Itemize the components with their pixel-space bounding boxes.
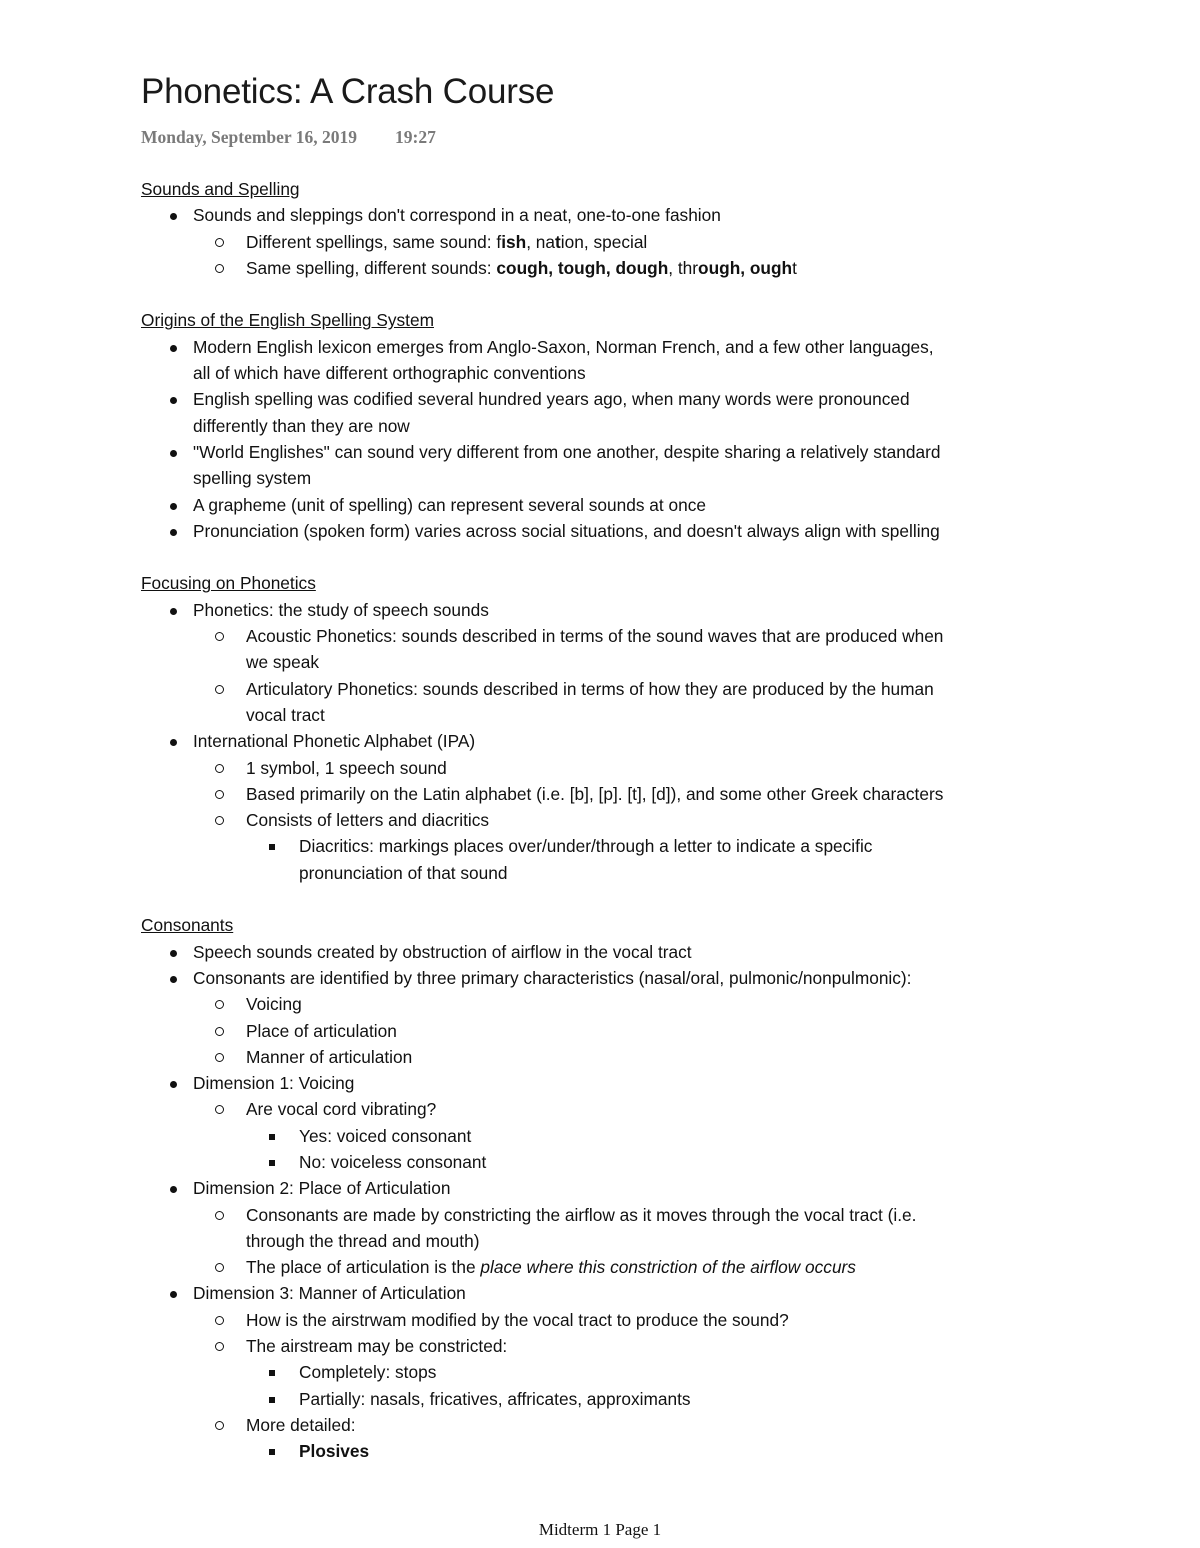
bullet-circle-icon	[215, 1316, 224, 1325]
bullet-circle-icon	[215, 1053, 224, 1062]
list-item-continued: all of which have different orthographic conventions	[193, 363, 586, 384]
bullet-disc-icon	[170, 739, 177, 746]
bullet-square-icon	[269, 1160, 275, 1166]
list-item: Voicing	[141, 991, 1081, 1017]
bullet-circle-icon	[215, 685, 224, 694]
list-item: International Phonetic Alphabet (IPA)	[141, 728, 1081, 754]
section-focusing-on-phonetics	[141, 570, 1081, 886]
list-item: "World Englishes" can sound very different from one another, despite sharing a relatively standard	[141, 439, 1081, 465]
list-item: Consonants are made by constricting the airflow as it moves through the vocal tract (i.e.	[141, 1202, 1081, 1228]
list-item-continued: spelling system	[193, 468, 312, 489]
list-item-continued: through the thread and mouth)	[246, 1230, 480, 1251]
note-time: 19:27	[395, 127, 436, 147]
list-item: English spelling was codified several hundred years ago, when many words were pronounced	[141, 386, 1081, 412]
bullet-disc-icon	[170, 397, 177, 404]
bullet-circle-icon	[215, 632, 224, 641]
note-date: Monday, September 16, 2019	[141, 127, 357, 147]
list-item-continued: vocal tract	[246, 704, 325, 725]
page-footer: Midterm 1 Page 1	[538, 1520, 662, 1539]
section-origins	[141, 307, 1081, 544]
note-timestamp	[141, 127, 436, 148]
list-item: Dimension 1: Voicing	[141, 1070, 1081, 1096]
list-item-continued: pronunciation of that sound	[299, 862, 508, 883]
bullet-disc-icon	[170, 976, 177, 983]
list-item-continued: we speak	[246, 652, 320, 673]
bullet-circle-icon	[215, 1342, 224, 1351]
bullet-disc-icon	[170, 213, 177, 220]
list-item: The airstream may be constricted:	[141, 1333, 1081, 1359]
section-heading: Focusing on Phonetics	[141, 573, 316, 594]
list-item-continued: differently than they are now	[193, 415, 410, 436]
bullet-disc-icon	[170, 450, 177, 457]
list-item: More detailed:	[141, 1412, 1081, 1438]
page-title: Phonetics: A Crash Course	[141, 72, 555, 111]
bullet-circle-icon	[215, 1000, 224, 1009]
list-item: Same spelling, different sounds: cough, tough, dough, through, ought	[141, 255, 1081, 281]
bullet-disc-icon	[170, 608, 177, 615]
section-heading: Consonants	[141, 915, 234, 936]
bullet-square-icon	[269, 1449, 275, 1455]
bullet-square-icon	[269, 1397, 275, 1403]
bullet-circle-icon	[215, 1421, 224, 1430]
bullet-circle-icon	[215, 790, 224, 799]
list-item: Articulatory Phonetics: sounds described in terms of how they are produced by the human	[141, 676, 1081, 702]
list-item: No: voiceless consonant	[141, 1149, 1081, 1175]
section-consonants	[141, 912, 1081, 1464]
bullet-circle-icon	[215, 1211, 224, 1220]
list-item: Based primarily on the Latin alphabet (i.e. [b], [p]. [t], [d]), and some other Greek characters	[141, 781, 1081, 807]
list-item: Acoustic Phonetics: sounds described in terms of the sound waves that are produced when	[141, 623, 1081, 649]
bullet-circle-icon	[215, 764, 224, 773]
list-item: Are vocal cord vibrating?	[141, 1096, 1081, 1122]
list-item: Different spellings, same sound: fish, nation, special	[141, 229, 1081, 255]
list-item: Speech sounds created by obstruction of airflow in the vocal tract	[141, 939, 1081, 965]
list-item: Completely: stops	[141, 1359, 1081, 1385]
bullet-circle-icon	[215, 1027, 224, 1036]
bullet-circle-icon	[215, 238, 224, 247]
list-item: 1 symbol, 1 speech sound	[141, 755, 1081, 781]
list-item: How is the airstrwam modified by the vocal tract to produce the sound?	[141, 1307, 1081, 1333]
list-item: Phonetics: the study of speech sounds	[141, 597, 1081, 623]
note-body	[141, 176, 1081, 1491]
list-item: Dimension 2: Place of Articulation	[141, 1175, 1081, 1201]
bullet-circle-icon	[215, 1263, 224, 1272]
bullet-square-icon	[269, 1370, 275, 1376]
bullet-disc-icon	[170, 950, 177, 957]
list-item: Consists of letters and diacritics	[141, 807, 1081, 833]
list-item: Diacritics: markings places over/under/through a letter to indicate a specific	[141, 833, 1081, 859]
list-item: Dimension 3: Manner of Articulation	[141, 1280, 1081, 1306]
list-item: Yes: voiced consonant	[141, 1123, 1081, 1149]
bullet-disc-icon	[170, 529, 177, 536]
bullet-square-icon	[269, 844, 275, 850]
list-item: Consonants are identified by three primary characteristics (nasal/oral, pulmonic/nonpulmonic):	[141, 965, 1081, 991]
list-item: Modern English lexicon emerges from Anglo-Saxon, Norman French, and a few other languages,	[141, 334, 1081, 360]
list-item: Sounds and sleppings don't correspond in a neat, one-to-one fashion	[141, 202, 1081, 228]
bullet-square-icon	[269, 1134, 275, 1140]
bullet-circle-icon	[215, 264, 224, 273]
list-item: The place of articulation is the place where this constriction of the airflow occurs	[141, 1254, 1081, 1280]
bullet-disc-icon	[170, 1291, 177, 1298]
section-heading: Origins of the English Spelling System	[141, 310, 434, 331]
list-item: Partially: nasals, fricatives, affricates, approximants	[141, 1386, 1081, 1412]
section-sounds-and-spelling	[141, 176, 1081, 281]
bullet-disc-icon	[170, 345, 177, 352]
list-item: A grapheme (unit of spelling) can represent several sounds at once	[141, 492, 1081, 518]
bullet-circle-icon	[215, 816, 224, 825]
bullet-disc-icon	[170, 1186, 177, 1193]
list-item: Pronunciation (spoken form) varies across social situations, and doesn't always align with spelling	[141, 518, 1081, 544]
section-heading: Sounds and Spelling	[141, 179, 300, 199]
list-item: Plosives	[141, 1438, 1081, 1464]
list-item: Place of articulation	[141, 1018, 1081, 1044]
bullet-circle-icon	[215, 1105, 224, 1114]
list-item: Manner of articulation	[141, 1044, 1081, 1070]
bullet-disc-icon	[170, 503, 177, 510]
bullet-disc-icon	[170, 1081, 177, 1088]
